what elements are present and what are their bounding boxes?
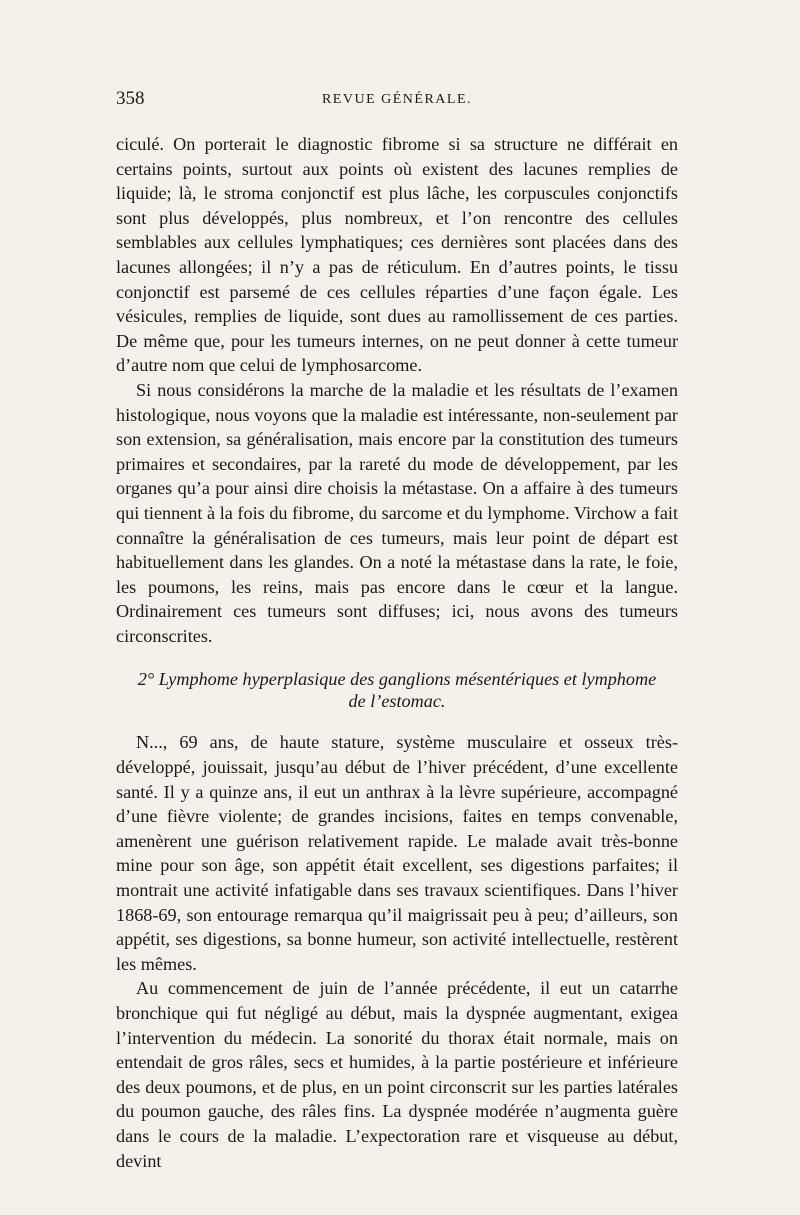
paragraph-2: Si nous considérons la marche de la maladie et les résultats de l’examen histologique, nous voyons que la maladie est intéressante, non-seulement par son extension, sa généralisation, mais encore par la constitution des tumeurs primaires et secondaires, par la rareté du mode de développement, par les organes qu’a pour ainsi dire choisis la métastase. On a affaire à des tumeurs qui tiennent à la fois du fibrome, du sarcome et du lymphome. Virchow a fait connaître la généralisation de ces tumeurs, mais leur point de départ est habituellement dans les glandes. On a noté la métastase dans la rate, le foie, les poumons, les reins, mais pas encore dans le cœur et la langue. Ordinairement ces tumeurs sont diffuses; ici, nous avons des tumeurs circonscrites.: [116, 379, 678, 646]
paragraph-4: Au commencement de juin de l’année précédente, il eut un catarrhe bronchique qui fut négligé au début, mais la dyspnée augmentant, exigea l’intervention du médecin. La sonorité du thorax était normale, mais on entendait de gros râles, secs et humides, à la partie postérieure et inférieure des deux poumons, et de plus, en un point circonscrit sur les parties latérales du poumon gauche, des râles fins. La dyspnée modérée n’augmenta guère dans le cours de la maladie. L’expectoration rare et visqueuse au début, devint: [116, 978, 678, 1171]
section-heading: [136, 668, 658, 712]
section-heading-line-1: 2° Lymphome hyperplasique des ganglions mésentériques et lymphome: [137, 669, 657, 690]
paragraph-3: N..., 69 ans, de haute stature, système musculaire et osseux très-développé, jouissait, jusqu’au début de l’hiver précédent, d’une excellente santé. Il y a quinze ans, il eut un anthrax à la lèvre supérieure, accompagné d’une fièvre violente; de grandes incisions, faites en temps convenable, amenèrent une guérison relativement rapide. Le malade avait très-bonne mine pour son âge, son appétit était excellent, ses digestions parfaites; il montrait une activité infatigable dans ses travaux scientifiques. Dans l’hiver 1868-69, son entourage remarqua qu’il maigrissait peu à peu; d’ailleurs, son appétit, ses digestions, sa bonne humeur, son activité intellectuelle, restèrent les mêmes.: [116, 732, 678, 974]
paragraph-1: ciculé. On porterait le diagnostic fibrome si sa structure ne différait en certains points, surtout aux points où existent des lacunes remplies de liquide; là, le stroma conjonctif est plus lâche, les corpuscules conjonctifs sont plus développés, plus nombreux, et l’on rencontre des cellules semblables aux cellules lymphatiques; ces dernières sont placées dans des lacunes allongées; il n’y a pas de réticulum. En d’autres points, le tissu conjonctif est parsemé de ces cellules réparties d’une façon égale. Les vésicules, remplies de liquide, sont dues au ramollissement de ces parties. De même que, pour les tumeurs internes, on ne peut donner à cette tumeur d’autre nom que celui de lymphosarcome.: [116, 134, 678, 376]
page-number: 358: [116, 88, 145, 109]
section-heading-line-2: de l’estomac.: [348, 691, 446, 712]
body-text: [116, 132, 678, 1173]
running-head: [116, 88, 678, 116]
journal-title: REVUE GÉNÉRALE.: [321, 92, 473, 107]
